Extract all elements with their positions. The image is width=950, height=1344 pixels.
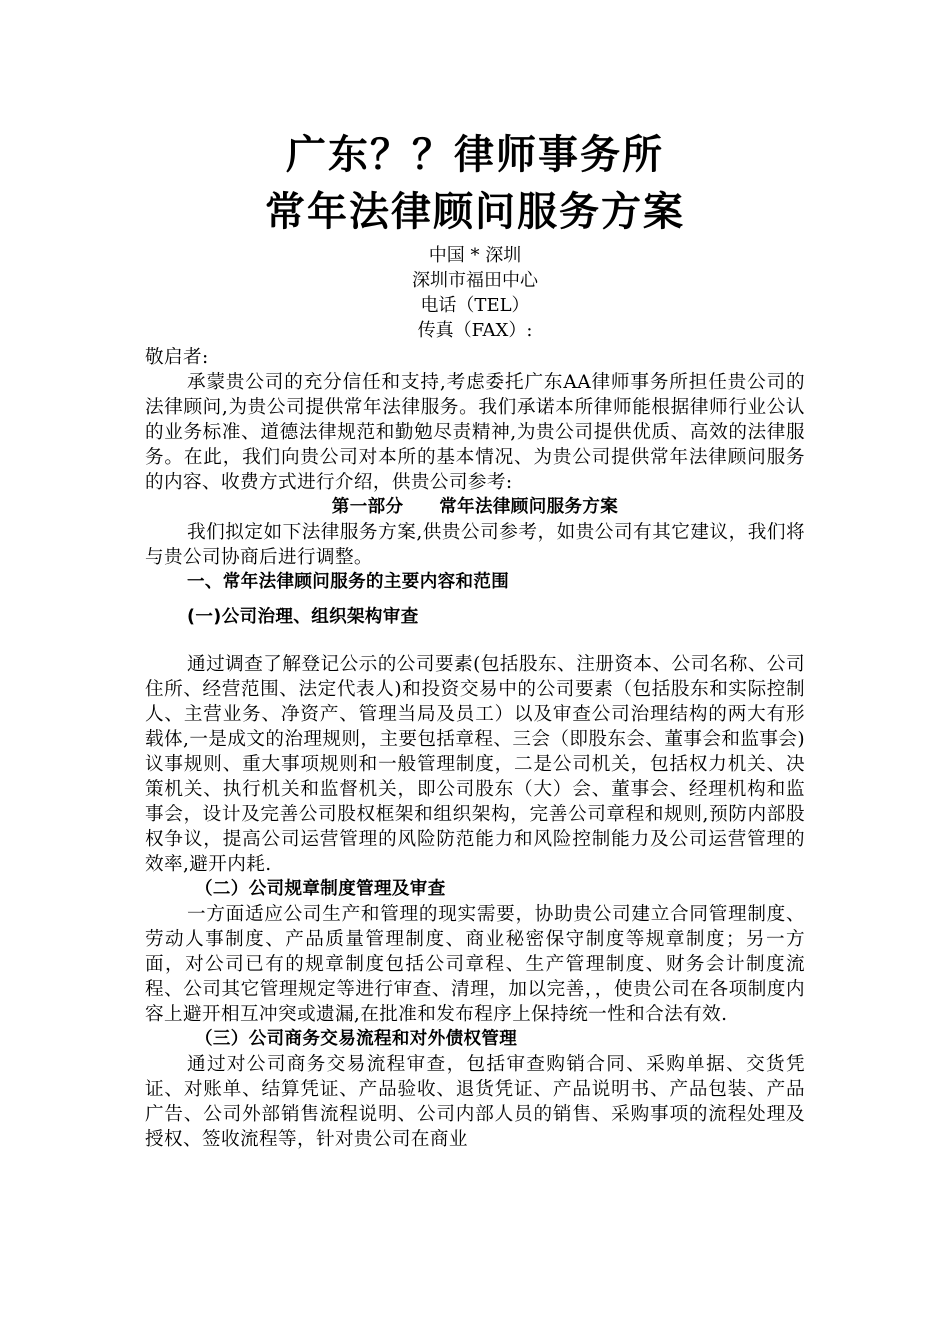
document-title-line-1: 广东？？律师事务所 — [286, 132, 664, 178]
contact-fax: 传真（FAX）: — [417, 320, 533, 341]
part-1-heading: 第一部分 常年法律顾问服务方案 — [331, 497, 619, 517]
subsection-1-heading: (一)公司治理、组织架构审查 — [187, 607, 419, 627]
subsection-2-heading: （二）公司规章制度管理及审查 — [195, 879, 446, 899]
subsection-2-paragraph: 一方面适应公司生产和管理的现实需要，协助贵公司建立合同管理制度、劳动人事制度、产品质量管理制度、商业秘密保守制度等规章制度；另一方面，对公司已有的规章制度包括公司章程、生产管理制度、财务会计制度流程、公司其它管理规定等进行审查、清理，加以完善，，使贵公司在各项制度内容上避开相互冲突或遗漏,在批准和发布程序上保持统一性和合法有效. — [145, 904, 805, 1025]
salutation: 敬启者: — [145, 347, 209, 368]
document-body — [145, 345, 805, 1152]
contact-location: 中国 * 深圳 — [428, 245, 522, 266]
contact-block — [0, 243, 950, 343]
part-1-intro-paragraph: 我们拟定如下法律服务方案,供贵公司参考，如贵公司有其它建议，我们将与贵公司协商后进行调整。 — [145, 522, 805, 568]
contact-address: 深圳市福田中心 — [412, 270, 538, 291]
subsection-3-heading: （三）公司商务交易流程和对外债权管理 — [195, 1029, 518, 1049]
section-1-heading: 一、常年法律顾问服务的主要内容和范围 — [187, 572, 510, 592]
subsection-1-paragraph: 通过调查了解登记公示的公司要素(包括股东、注册资本、公司名称、公司住所、经营范围、法定代表人)和投资交易中的公司要素（包括股东和实际控制人、主营业务、净资产、管理当局及员工）以及审查公司治理结构的两大有形载体,一是成文的治理规则，主要包括章程、三会（即股东会、董事会和监事会)议事规则、重大事项规则和一般管理制度，二是公司机关，包括权力机关、决策机关、执行机关和监督机关，即公司股东（大）会、董事会、经理机构和监事会，设计及完善公司股权框架和组织架构，完善公司章程和规则,预防内部股权争议，提高公司运营管理的风险防范能力和风险控制能力及公司运营管理的效率,避开内耗. — [145, 654, 805, 875]
contact-phone: 电话（TEL） — [420, 295, 530, 316]
intro-paragraph: 承蒙贵公司的充分信任和支持,考虑委托广东AA律师事务所担任贵公司的法律顾问,为贵公司提供常年法律服务。我们承诺本所律师能根据律师行业公认的业务标准、道德法律规范和勤勉尽责精神,为贵公司提供优质、高效的法律服务。在此，我们向贵公司对本所的基本情况、为贵公司提供常年法律顾问服务的内容、收费方式进行介绍，供贵公司参考: — [145, 372, 805, 493]
document-title-line-2: 常年法律顾问服务方案 — [265, 189, 685, 235]
subsection-3-paragraph: 通过对公司商务交易流程审查，包括审查购销合同、采购单据、交货凭证、对账单、结算凭证、产品验收、退货凭证、产品说明书、产品包装、产品广告、公司外部销售流程说明、公司内部人员的销售、采购事项的流程处理及授权、签收流程等，针对贵公司在商业 — [145, 1054, 805, 1150]
